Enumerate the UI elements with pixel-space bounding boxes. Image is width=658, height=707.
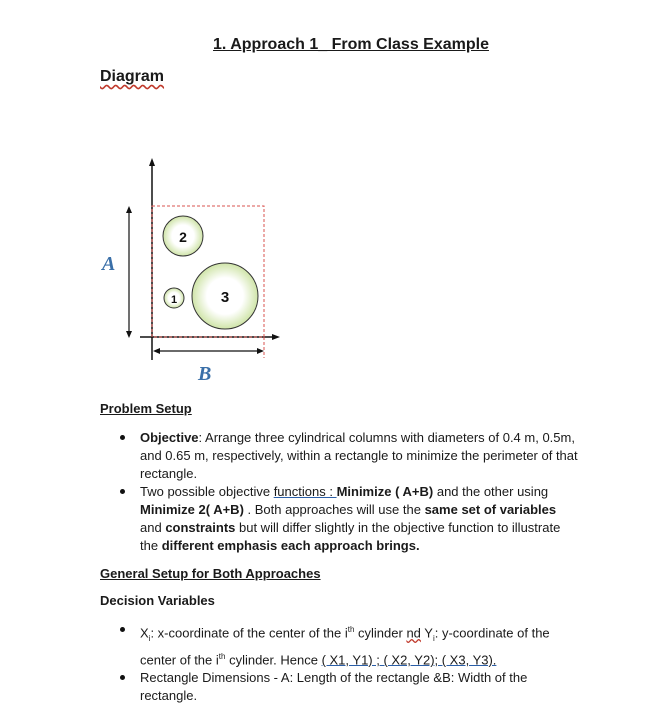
dimension-a-arrow-top — [126, 206, 132, 213]
approaches-bullet: Two possible objective functions : Minimize ( A+B) and the other using Minimize 2( A+B) . Both approaches will use the same set of variables and constraints but will differ slightly in the objective function to illustrate the different emphasis each approach brings. — [118, 483, 578, 555]
decision-variables-list — [118, 621, 578, 705]
objective-bullet: Objective: Arrange three cylindrical columns with diameters of 0.4 m, 0.5m, and 0.65 m, respectively, within a rectangle to minimize the perimeter of that rectangle. — [118, 429, 578, 483]
general-setup-heading: General Setup for Both Approaches — [100, 566, 321, 581]
y-axis-arrowhead — [149, 158, 155, 166]
problem-setup-list — [118, 429, 578, 555]
dimension-b-arrow-right — [257, 348, 264, 354]
cylinder-2-label: 2 — [179, 229, 187, 245]
cylinder-3-label: 3 — [220, 289, 230, 306]
dimension-b-label: B — [198, 363, 212, 385]
dimension-a-arrow-bottom — [126, 331, 132, 338]
problem-setup-heading: Problem Setup — [100, 401, 192, 416]
coordinates-bullet: $X_i$: x-coordinate of the center of the $i^{th}$ cylinder nd $Y_i$: y-coordinate of the center of the $i^{th}$ cylinder. Hence ( X1, Y1) ; ( X2, Y2); ( X3, Y3). — [118, 621, 578, 669]
dimension-a-label: A — [102, 253, 116, 275]
diagram-heading: Diagram — [100, 68, 165, 85]
rectangle-dimensions-bullet: Rectangle Dimensions - A: Length of the rectangle &B: Width of the rectangle. — [118, 669, 578, 705]
cylinder-1-label: 1 — [170, 294, 178, 306]
decision-variables-heading: Decision Variables — [100, 593, 215, 608]
dimension-b-arrow-left — [153, 348, 160, 354]
page-title: 1. Approach 1_ From Class Example — [213, 36, 489, 53]
x-axis-arrowhead — [272, 334, 280, 340]
